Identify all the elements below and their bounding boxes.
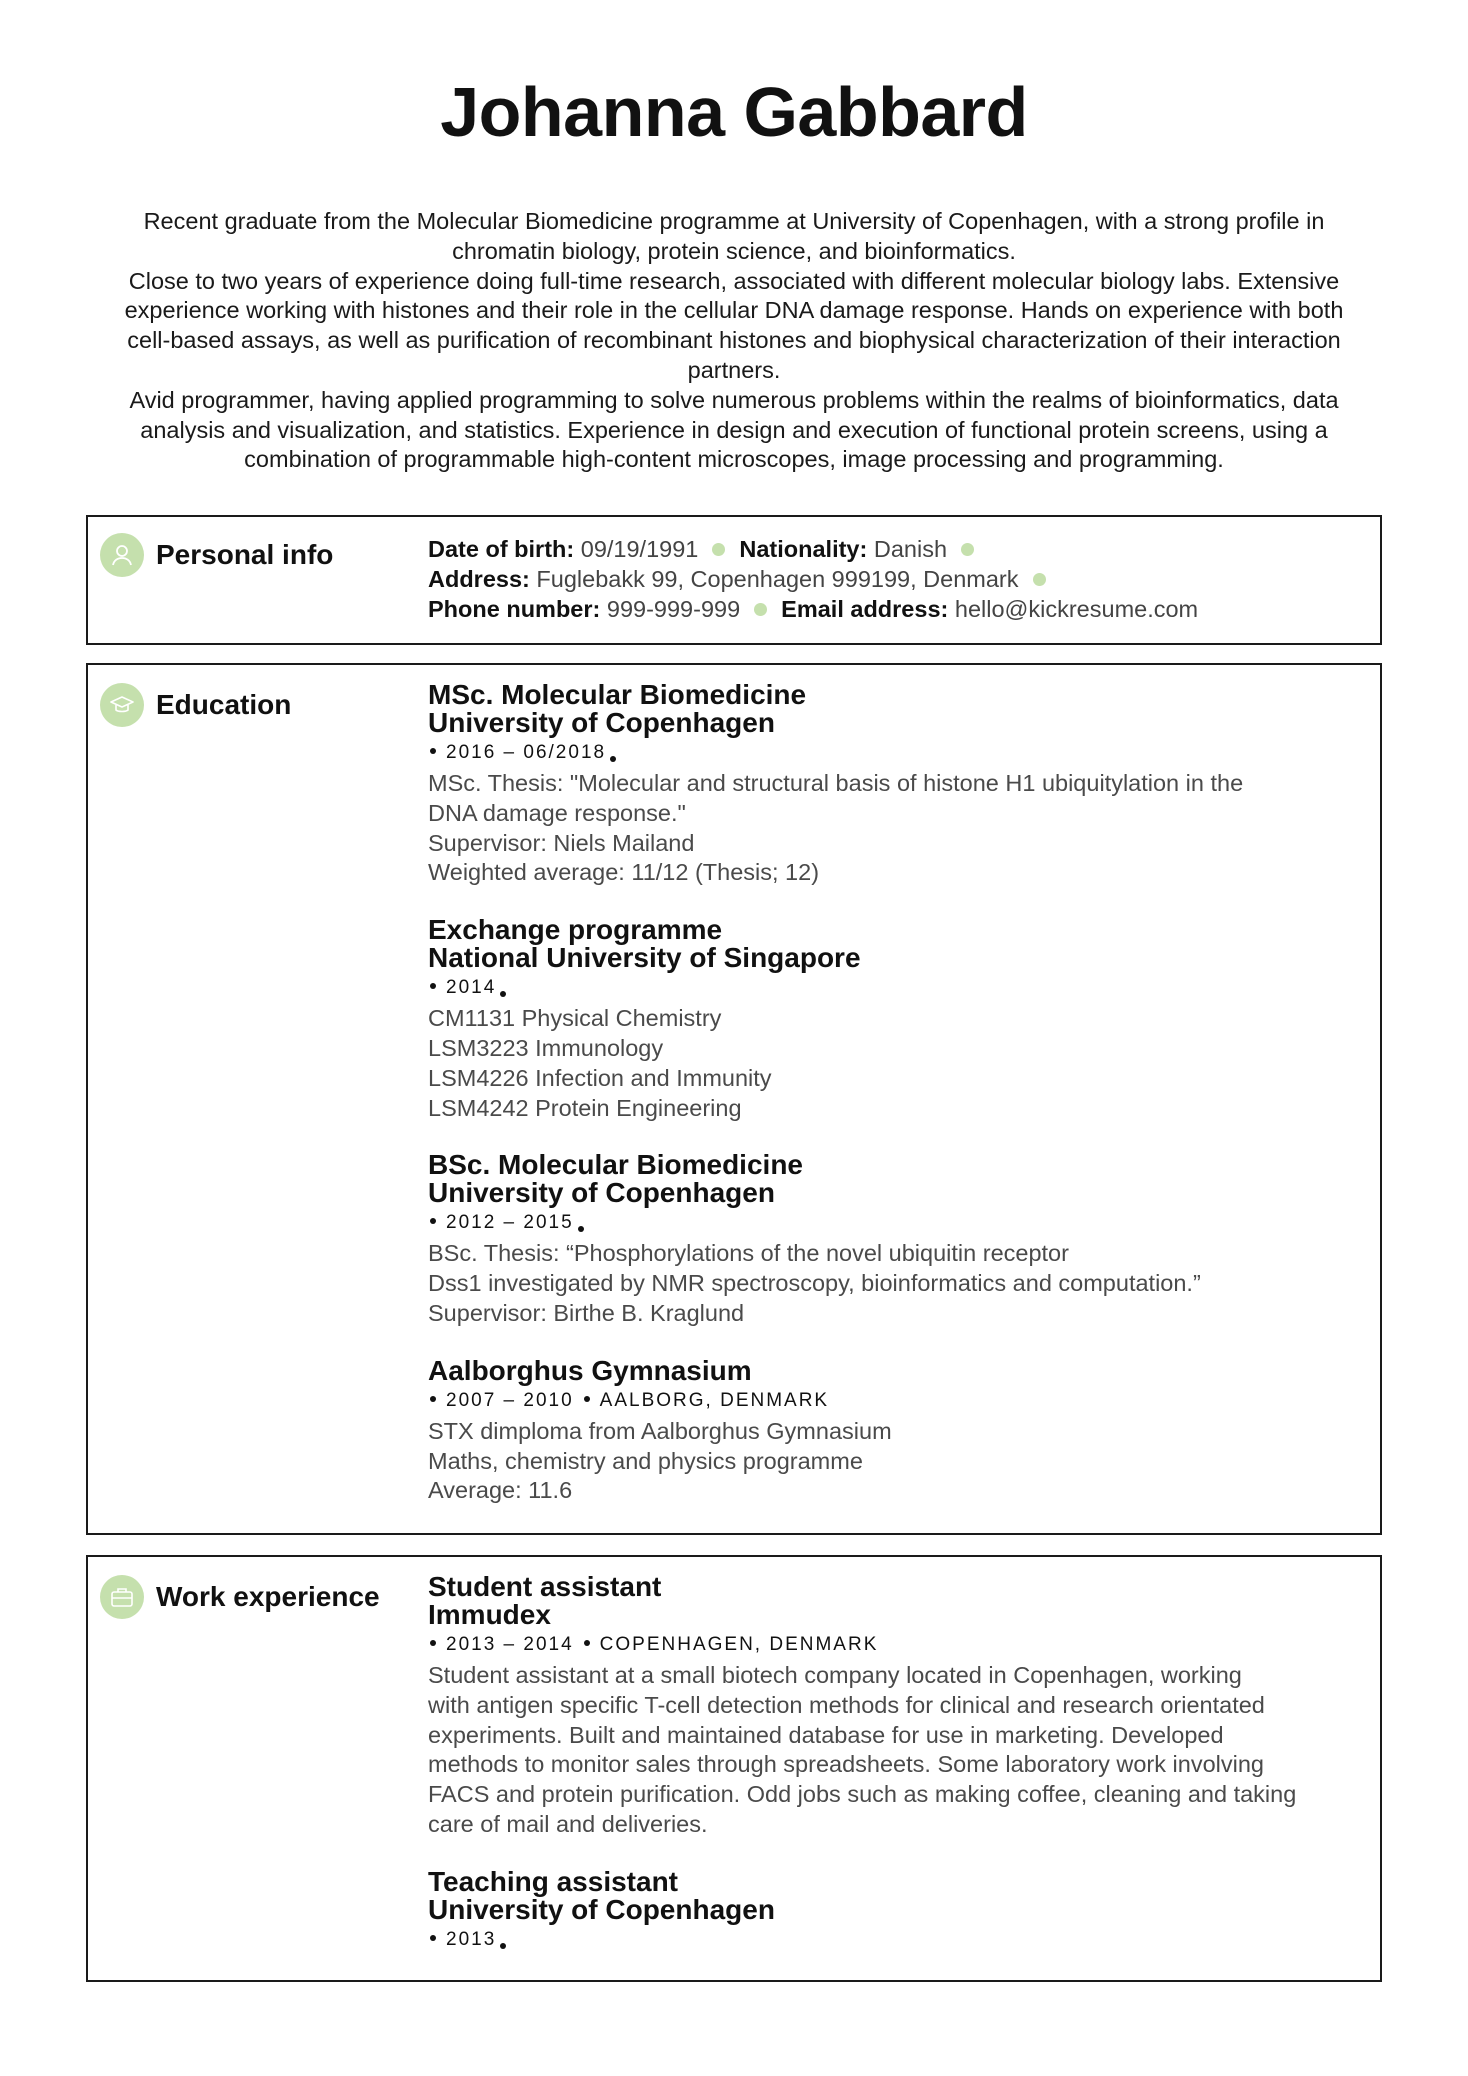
entry-description — [428, 1417, 1368, 1506]
entry-title: Teaching assistant — [428, 1865, 679, 1897]
summary — [100, 207, 1368, 475]
entry-date: 2007 – 2010 — [446, 1389, 574, 1411]
description-line: CM1131 Physical Chemistry — [428, 1005, 722, 1032]
education-entry — [428, 1151, 1368, 1328]
summary-paragraph: Avid programmer, having applied programming to solve numerous problems within the realms of bioinformatics, data analysis and visualization, and statistics. Experience in design and execution of functional protein screens, using a combination of programmable high-content microscopes, image processing and programming. — [129, 386, 1339, 473]
phone-label: Phone number: — [428, 596, 601, 622]
section-title: Personal info — [156, 539, 334, 570]
education-body — [428, 681, 1368, 1534]
entry-title: Student assistant — [428, 1571, 662, 1602]
person-icon — [100, 533, 144, 577]
entry-title: BSc. Molecular Biomedicine — [428, 1149, 803, 1181]
education-entry — [428, 1354, 1368, 1506]
entry-meta — [428, 1631, 1368, 1659]
entry-description — [428, 1004, 1368, 1123]
description-line: Weighted average: 11/12 (Thesis; 12) — [428, 859, 820, 886]
description-line: experiments. Built and maintained database for use in marketing. Developed — [428, 1721, 1224, 1748]
entry-title: Aalborghus Gymnasium — [428, 1354, 752, 1386]
entry-date: 2013 – 2014 — [446, 1634, 574, 1655]
entry-date: 2012 – 2015 — [446, 1212, 574, 1234]
description-line: LSM4242 Protein Engineering — [428, 1094, 742, 1121]
description-line: Dss1 investigated by NMR spectroscopy, bioinformatics and computation.” — [428, 1270, 1201, 1297]
phone-value: 999-999-999 — [606, 596, 741, 622]
email-label: Email address: — [781, 596, 949, 622]
summary-paragraph: Close to two years of experience doing full-time research, associated with different molecular biology labs. Extensive experience working with histones and their role in the cellular DNA damage response. Hands on experience with both cell-based assays, as well as purification of recombinant histones and biophysical characterization of their interaction partners. — [124, 267, 1344, 383]
description-line: LSM4226 Infection and Immunity — [428, 1064, 772, 1091]
email-value[interactable]: hello@kickresume.com — [954, 596, 1199, 622]
entry-company: University of Copenhagen — [428, 1893, 775, 1925]
education-entry — [428, 916, 1368, 1123]
entry-description — [428, 769, 1368, 888]
personal-info-body — [428, 534, 1368, 624]
description-line: DNA damage response." — [428, 799, 686, 826]
graduation-cap-icon — [100, 683, 144, 727]
entry-institution: University of Copenhagen — [428, 707, 775, 738]
section-header — [100, 683, 291, 727]
description-line: BSc. Thesis: “Phosphorylations of the novel ubiquitin receptor — [428, 1240, 1069, 1267]
entry-meta — [428, 739, 1368, 767]
address-label: Address: — [428, 566, 530, 592]
work-body — [428, 1573, 1368, 1982]
entry-date: 2013 — [446, 1928, 497, 1950]
separator-dot — [1033, 573, 1046, 586]
description-line: Maths, chemistry and physics programme — [428, 1447, 863, 1474]
section-header — [100, 533, 333, 577]
entry-description — [428, 1239, 1368, 1328]
entry-company: Immudex — [428, 1599, 551, 1630]
briefcase-icon — [100, 1575, 144, 1619]
entry-location: COPENHAGEN, DENMARK — [599, 1634, 879, 1655]
nationality-value: Danish — [873, 536, 948, 562]
description-line: MSc. Thesis: "Molecular and structural basis of histone H1 ubiquitylation in the — [428, 770, 1244, 796]
description-line: Average: 11.6 — [428, 1477, 573, 1504]
entry-meta — [428, 1926, 1368, 1954]
entry-meta — [428, 974, 1368, 1002]
work-entry — [428, 1573, 1368, 1840]
entry-meta — [428, 1209, 1368, 1237]
description-line: methods to monitor sales through spreadsheets. Some laboratory work involving — [428, 1751, 1264, 1778]
entry-institution: National University of Singapore — [428, 942, 861, 974]
entry-date: 2016 – 06/2018 — [446, 742, 607, 763]
dob-value: 09/19/1991 — [580, 536, 699, 562]
description-line: care of mail and deliveries. — [428, 1810, 708, 1837]
separator-dot — [712, 543, 725, 556]
section-title: Work experience — [156, 1581, 380, 1612]
description-line: with antigen specific T-cell detection methods for clinical and research orientated — [428, 1691, 1265, 1718]
description-line: Supervisor: Birthe B. Kraglund — [428, 1299, 745, 1326]
description-line: Student assistant at a small biotech company located in Copenhagen, working — [428, 1662, 1242, 1688]
section-header — [100, 1575, 380, 1619]
entry-meta — [428, 1387, 1368, 1415]
nationality-label: Nationality: — [739, 536, 868, 562]
entry-description — [428, 1661, 1368, 1840]
separator-dot — [754, 603, 767, 616]
entry-location: AALBORG, DENMARK — [599, 1389, 830, 1411]
summary-paragraph: Recent graduate from the Molecular Biomedicine programme at University of Copenhagen, with a strong profile in chromatin biology, protein science, and bioinformatics. — [143, 208, 1325, 264]
entry-title: Exchange programme — [428, 914, 723, 946]
work-entry — [428, 1865, 1368, 1954]
section-education — [86, 663, 1382, 1535]
separator-dot — [961, 543, 974, 556]
section-title: Education — [156, 689, 292, 720]
entry-institution: University of Copenhagen — [428, 1177, 775, 1209]
section-personal-info — [86, 515, 1382, 645]
description-line: LSM3223 Immunology — [428, 1034, 664, 1061]
entry-title: MSc. Molecular Biomedicine — [428, 679, 807, 710]
section-work-experience — [86, 1555, 1382, 1982]
address-value: Fuglebakk 99, Copenhagen 999199, Denmark — [536, 566, 1019, 592]
description-line: STX dimploma from Aalborghus Gymnasium — [428, 1417, 892, 1444]
description-line: FACS and protein purification. Odd jobs such as making coffee, cleaning and taking — [428, 1781, 1297, 1808]
entry-date: 2014 — [446, 977, 497, 999]
resume-name: Johanna Gabbard — [440, 73, 1028, 151]
description-line: Supervisor: Niels Mailand — [428, 829, 695, 856]
dob-label: Date of birth: — [428, 536, 575, 562]
education-entry — [428, 681, 1368, 888]
